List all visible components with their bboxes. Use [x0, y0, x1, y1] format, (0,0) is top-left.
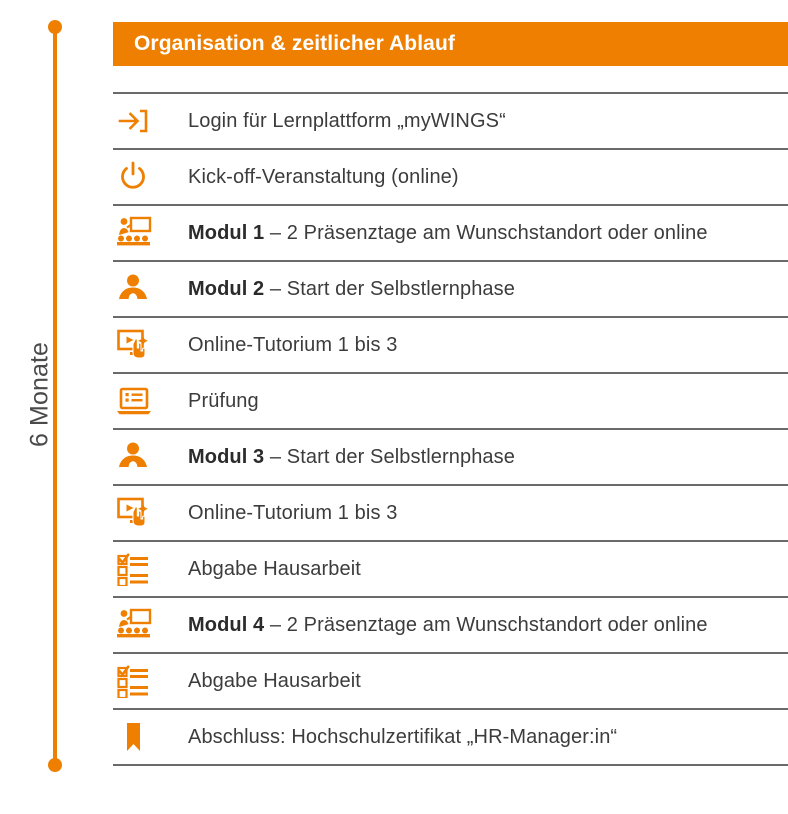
person-self-study-icon — [113, 272, 188, 306]
schedule-row-label — [188, 390, 259, 413]
timeline-end-dot — [48, 758, 62, 772]
duration-label: 6 Monate — [25, 341, 54, 448]
schedule-row — [113, 654, 788, 710]
schedule-row — [113, 374, 788, 430]
schedule-row — [113, 598, 788, 654]
schedule-row-label — [188, 334, 397, 357]
schedule-row-label — [188, 670, 361, 693]
schedule-row-label — [188, 614, 708, 637]
schedule-row-text: – 2 Präsenztage am Wunschstandort oder online — [264, 613, 708, 636]
schedule-row-text: – 2 Präsenztage am Wunschstandort oder online — [264, 221, 708, 244]
schedule-row-module: Modul 4 — [188, 613, 265, 636]
timeline-start-dot — [48, 20, 62, 34]
schedule-row — [113, 262, 788, 318]
presentation-audience-icon — [113, 608, 188, 642]
schedule-panel — [113, 0, 788, 766]
schedule-row — [113, 542, 788, 598]
schedule-row-text: Login für Lernplattform „myWINGS“ — [188, 109, 506, 132]
schedule-row — [113, 486, 788, 542]
schedule-row — [113, 150, 788, 206]
schedule-row-module: Modul 3 — [188, 445, 265, 468]
laptop-exam-icon — [113, 384, 188, 418]
schedule-row-text: Online-Tutorium 1 bis 3 — [188, 333, 398, 356]
power-button-icon — [113, 160, 188, 194]
schedule-row-label — [188, 166, 459, 189]
schedule-row-text: – Start der Selbstlernphase — [264, 277, 515, 300]
schedule-row — [113, 94, 788, 150]
schedule-row — [113, 710, 788, 766]
schedule-row-text: Abschluss: Hochschulzertifikat „HR-Manager:in“ — [188, 725, 618, 748]
presentation-audience-icon — [113, 216, 188, 250]
schedule-row — [113, 206, 788, 262]
schedule-row-text: Online-Tutorium 1 bis 3 — [188, 501, 398, 524]
login-arrow-icon — [113, 104, 188, 138]
schedule-row-text: Abgabe Hausarbeit — [188, 557, 361, 580]
schedule-row-module: Modul 1 — [188, 221, 265, 244]
schedule-row-label — [188, 502, 397, 525]
schedule-row-text: Kick-off-Veranstaltung (online) — [188, 165, 459, 188]
schedule-row-text: – Start der Selbstlernphase — [264, 445, 515, 468]
schedule-row-text: Abgabe Hausarbeit — [188, 669, 361, 692]
schedule-row-module: Modul 2 — [188, 277, 265, 300]
panel-header — [113, 22, 788, 66]
schedule-row-label — [188, 558, 361, 581]
panel-title: Organisation & zeitlicher Ablauf — [134, 32, 455, 55]
schedule-row-label — [188, 222, 708, 245]
schedule-row-label — [188, 278, 515, 301]
schedule-row — [113, 430, 788, 486]
online-tutorial-icon — [113, 496, 188, 530]
bookmark-certificate-icon — [113, 720, 188, 754]
checklist-icon — [113, 552, 188, 586]
schedule-row-text: Prüfung — [188, 389, 259, 412]
schedule-row — [113, 318, 788, 374]
schedule-row-label — [188, 446, 515, 469]
schedule-row-label — [188, 726, 617, 749]
person-self-study-icon — [113, 440, 188, 474]
online-tutorial-icon — [113, 328, 188, 362]
checklist-icon — [113, 664, 188, 698]
duration-timeline — [0, 0, 110, 814]
schedule-row-label — [188, 110, 506, 133]
schedule-list — [113, 92, 788, 766]
